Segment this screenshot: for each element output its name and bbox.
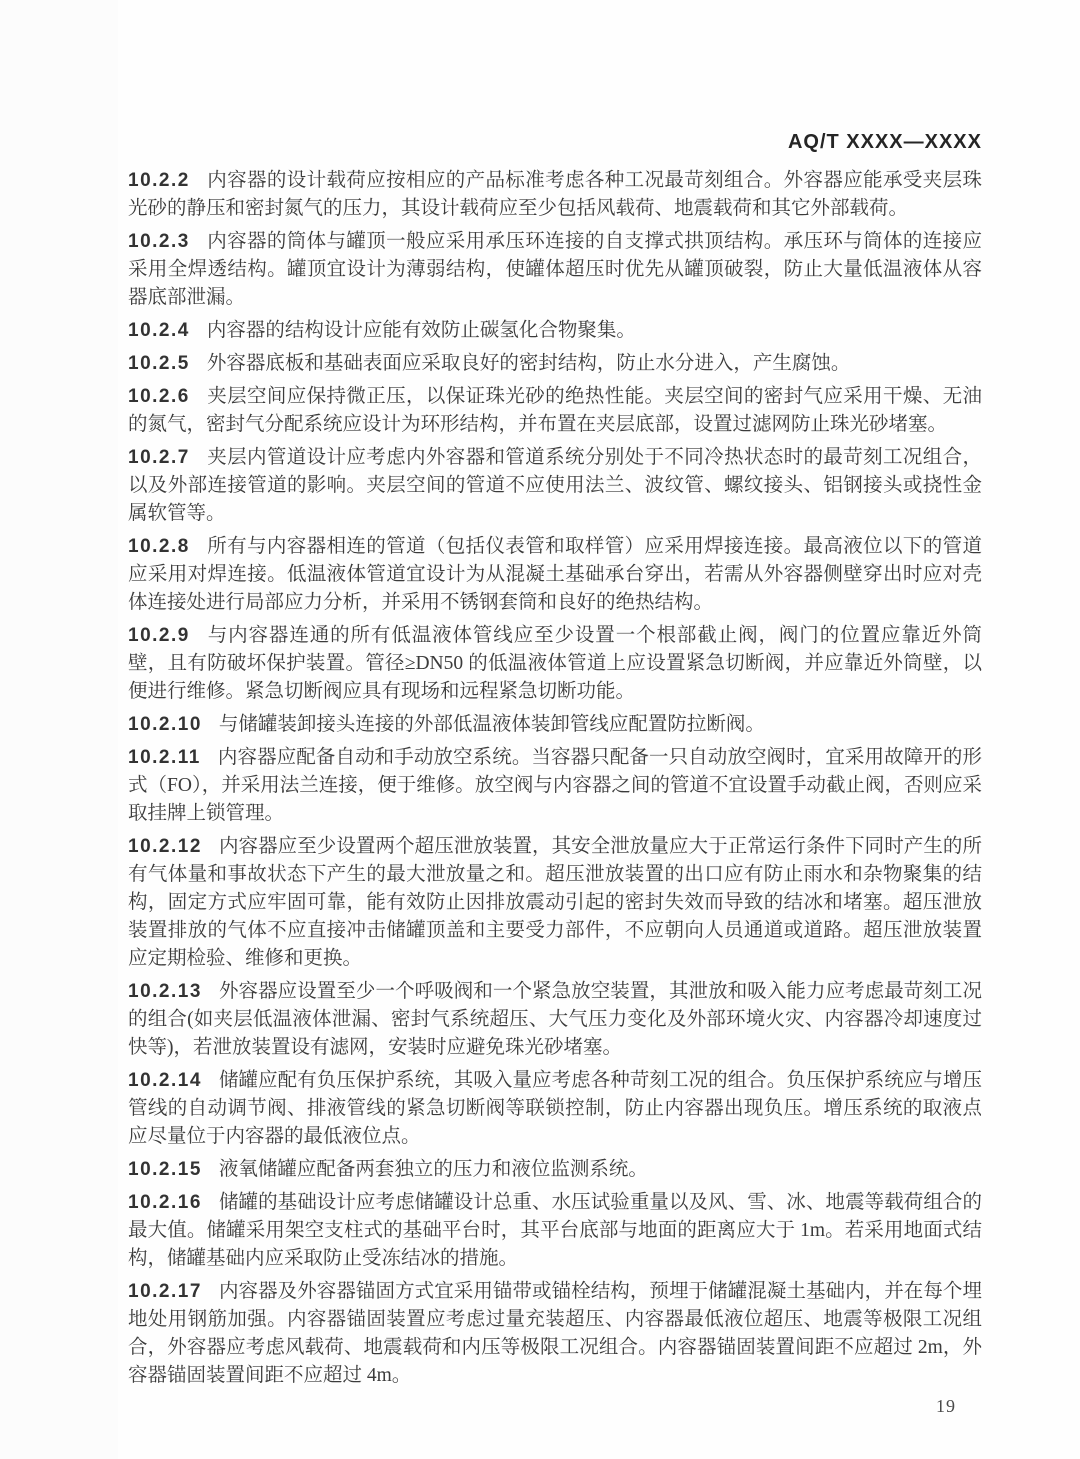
clause-paragraph (128, 744, 982, 828)
clause-number: 10.2.13 (128, 981, 202, 1002)
clause-paragraph (128, 978, 982, 1062)
clause-number: 10.2.17 (128, 1281, 202, 1302)
clause-number: 10.2.3 (128, 231, 190, 252)
standard-code-header: AQ/T XXXX—XXXX (787, 131, 982, 153)
clause-text: 内容器的设计载荷应按相应的产品标准考虑各种工况最苛刻组合。外容器应能承受夹层珠光砂的静压和密封氮气的压力，其设计载荷应至少包括风载荷、地震载荷和其它外部载荷。 (128, 170, 982, 219)
clause-text: 所有与内容器相连的管道（包括仪表管和取样管）应采用焊接连接。最高液位以下的管道应采用对焊连接。低温液体管道宜设计为从混凝土基础承台穿出，若需从外容器侧壁穿出时应对壳体连接处进行局部应力分析，并采用不锈钢套筒和良好的绝热结构。 (128, 536, 982, 613)
clause-paragraph (128, 833, 982, 973)
clause-list (128, 167, 982, 1395)
clause-text: 外容器底板和基础表面应采取良好的密封结构，防止水分进入，产生腐蚀。 (206, 353, 851, 374)
clause-text: 内容器应配备自动和手动放空系统。当容器只配备一只自动放空阀时，宜采用故障开的形式（FO），并采用法兰连接，便于维修。放空阀与内容器之间的管道不宜设置手动截止阀，否则应采取挂牌上锁管理。 (128, 747, 982, 824)
clause-number: 10.2.11 (128, 747, 201, 768)
clause-text: 夹层空间应保持微正压，以保证珠光砂的绝热性能。夹层空间的密封气应采用干燥、无油的氮气，密封气分配系统应设计为环形结构，并布置在夹层底部，设置过滤网防止珠光砂堵塞。 (128, 386, 982, 435)
clause-paragraph (128, 228, 982, 312)
clause-text: 储罐的基础设计应考虑储罐设计总重、水压试验重量以及风、雪、冰、地震等载荷组合的最大值。储罐采用架空支柱式的基础平台时，其平台底部与地面的距离应大于 1m。若采用地面式结构，储罐基础内应采取防止受冻结冰的措施。 (128, 1192, 982, 1269)
clause-paragraph (128, 711, 982, 739)
clause-paragraph (128, 1189, 982, 1273)
clause-text: 内容器的结构设计应能有效防止碳氢化合物聚集。 (206, 320, 636, 341)
clause-paragraph (128, 1156, 982, 1184)
clause-paragraph (128, 383, 982, 439)
clause-text: 储罐应配有负压保护系统，其吸入量应考虑各种苛刻工况的组合。负压保护系统应与增压管线的自动调节阀、排液管线的紧急切断阀等联锁控制，防止内容器出现负压。增压系统的取液点应尽量位于内容器的最低液位点。 (128, 1070, 982, 1147)
clause-paragraph (128, 622, 982, 706)
clause-number: 10.2.10 (128, 714, 202, 735)
clause-text: 夹层内管道设计应考虑内外容器和管道系统分别处于不同冷热状态时的最苛刻工况组合，以及外部连接管道的影响。夹层空间的管道不应使用法兰、波纹管、螺纹接头、铝钢接头或挠性金属软管等。 (128, 447, 982, 524)
clause-text: 内容器及外容器锚固方式宜采用锚带或锚栓结构，预埋于储罐混凝土基础内，并在每个埋地处用钢筋加强。内容器锚固装置应考虑过量充装超压、内容器最低液位超压、地震等极限工况组合，外容器应考虑风载荷、地震载荷和内压等极限工况组合。内容器锚固装置间距不应超过 2m，外容器锚固装置间距不应超过 4m。 (128, 1281, 982, 1386)
clause-number: 10.2.7 (128, 447, 190, 468)
clause-paragraph (128, 1278, 982, 1390)
clause-paragraph (128, 444, 982, 528)
clause-number: 10.2.9 (128, 625, 190, 646)
clause-paragraph (128, 167, 982, 223)
clause-number: 10.2.12 (128, 836, 202, 857)
clause-paragraph (128, 1067, 982, 1151)
clause-number: 10.2.16 (128, 1192, 202, 1213)
clause-text: 与内容器连通的所有低温液体管线应至少设置一个根部截止阀，阀门的位置应靠近外筒壁，且有防破坏保护装置。管径≥DN50 的低温液体管道上应设置紧急切断阀，并应靠近外筒壁，以便进行维修。紧急切断阀应具有现场和远程紧急切断功能。 (128, 625, 982, 702)
clause-number: 10.2.2 (128, 170, 190, 191)
clause-number: 10.2.15 (128, 1159, 202, 1180)
clause-number: 10.2.14 (128, 1070, 202, 1091)
clause-paragraph (128, 317, 982, 345)
clause-paragraph (128, 350, 982, 378)
clause-text: 外容器应设置至少一个呼吸阀和一个紧急放空装置，其泄放和吸入能力应考虑最苛刻工况的组合(如夹层低温液体泄漏、密封气系统超压、大气压力变化及外部环境火灾、内容器冷却速度过快等)，若泄放装置设有滤网，安装时应避免珠光砂堵塞。 (128, 981, 982, 1058)
clause-number: 10.2.8 (128, 536, 190, 557)
clause-number: 10.2.5 (128, 353, 190, 374)
clause-number: 10.2.6 (128, 386, 190, 407)
clause-text: 内容器应至少设置两个超压泄放装置，其安全泄放量应大于正常运行条件下同时产生的所有气体量和事故状态下产生的最大泄放量之和。超压泄放装置的出口应有防止雨水和杂物聚集的结构，固定方式应牢固可靠，能有效防止因排放震动引起的密封失效而导致的结冰和堵塞。超压泄放装置排放的气体不应直接冲击储罐顶盖和主要受力部件，不应朝向人员通道或道路。超压泄放装置应定期检验、维修和更换。 (128, 836, 982, 969)
clause-paragraph (128, 533, 982, 617)
clause-text: 内容器的筒体与罐顶一般应采用承压环连接的自支撑式拱顶结构。承压环与筒体的连接应采用全焊透结构。罐顶宜设计为薄弱结构，使罐体超压时优先从罐顶破裂，防止大量低温液体从容器底部泄漏。 (128, 231, 982, 308)
clause-text: 与储罐装卸接头连接的外部低温液体装卸管线应配置防拉断阀。 (218, 714, 765, 735)
clause-text: 液氧储罐应配备两套独立的压力和液位监测系统。 (218, 1159, 648, 1180)
clause-number: 10.2.4 (128, 320, 190, 341)
page-number: 19 (936, 1396, 956, 1416)
